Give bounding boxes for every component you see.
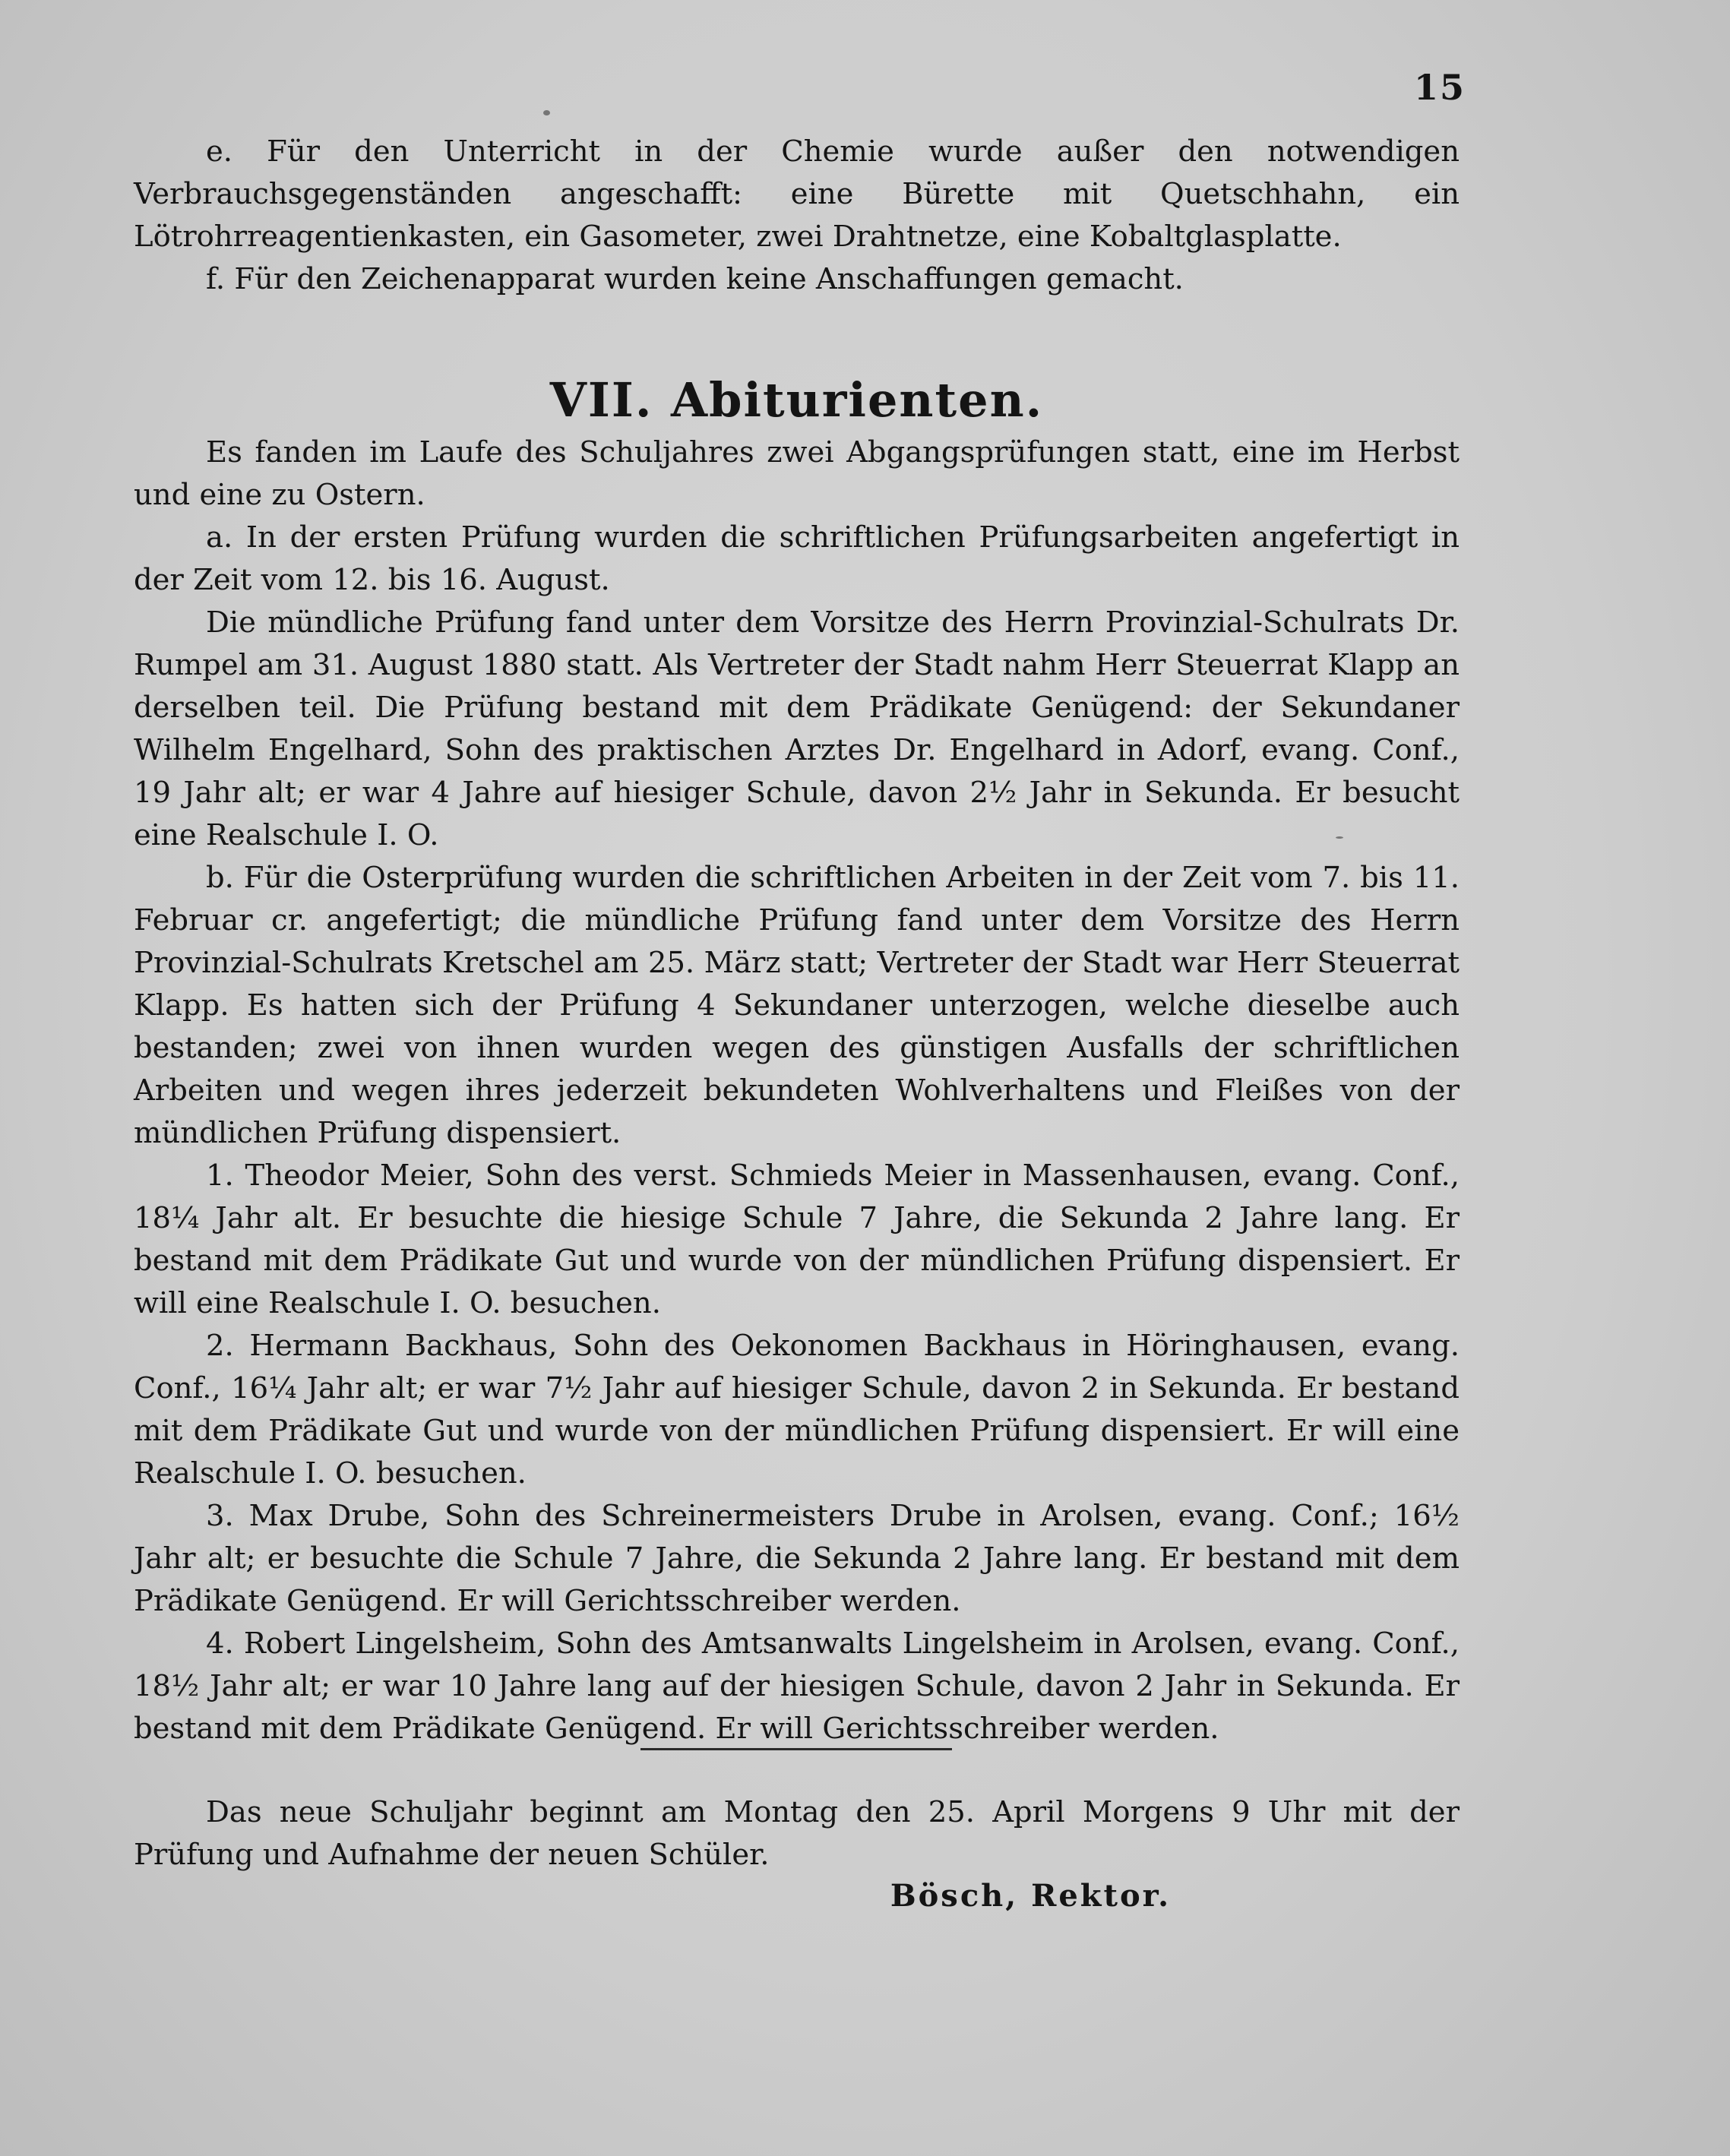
candidate-3-paragraph: 3. Max Drube, Sohn des Schreinermeisters Drube in Arolsen, evang. Conf.; 16½ Jahr alt; er besuchte die Schule 7 Jahre, die Sekunda 2 Jahre lang. Er bestand mit dem Prädikate Genügend. Er will Gerichtsschreiber werden. xyxy=(134,1499,1460,1618)
print-speck xyxy=(543,110,550,115)
closing-section xyxy=(134,1791,1460,1876)
item-f-paragraph: f. Für den Zeichenapparat wurden keine Anschaffungen gemacht. xyxy=(206,262,1184,296)
exam-a-paragraph: a. In der ersten Prüfung wurden die schriftlichen Prüfungsarbeiten angefertigt in der Zeit vom 12. bis 16. August. xyxy=(134,520,1460,597)
intro-paragraph: Es fanden im Laufe des Schuljahres zwei Abgangsprüfungen statt, eine im Herbst und eine zu Ostern. xyxy=(134,435,1460,512)
candidate-1-paragraph: 1. Theodor Meier, Sohn des verst. Schmieds Meier in Massenhausen, evang. Conf., 18¼ Jahr alt. Er besuchte die hiesige Schule 7 Jahre, die Sekunda 2 Jahre lang. Er bestand mit dem Prädikate Gut und wurde von der mündlichen Prüfung dispensiert. Er will eine Realschule I. O. besuchen. xyxy=(134,1159,1460,1320)
item-e-paragraph: e. Für den Unterricht in der Chemie wurde außer den notwendigen Verbrauchsgegenständen angeschafft: eine Bürette mit Quetschhahn, ein Lötrohrreagentienkasten, ein Gasometer, zwei Drahtnetze, eine Kobaltglasplatte. xyxy=(134,134,1460,254)
candidate-4-paragraph: 4. Robert Lingelsheim, Sohn des Amtsanwalts Lingelsheim in Arolsen, evang. Conf., 18½ Jahr alt; er war 10 Jahre lang auf der hiesigen Schule, davon 2 Jahr in Sekunda. Er bestand mit dem Prädikate Genügend. Er will Gerichtsschreiber werden. xyxy=(134,1626,1460,1746)
candidate-2-paragraph: 2. Hermann Backhaus, Sohn des Oekonomen Backhaus in Höringhausen, evang. Conf., 16¼ Jahr alt; er war 7½ Jahr auf hiesiger Schule, davon 2 in Sekunda. Er bestand mit dem Prädikate Gut und wurde von der mündlichen Prüfung dispensiert. Er will eine Realschule I. O. besuchen. xyxy=(134,1329,1460,1491)
page-number: 15 xyxy=(1413,67,1466,108)
abiturienten-section xyxy=(134,432,1460,1750)
rector-signature: Bösch, Rektor. xyxy=(890,1878,1171,1914)
separator-rule xyxy=(640,1748,952,1750)
section-heading: VII. Abiturienten. xyxy=(549,372,1044,428)
equipment-section xyxy=(134,131,1460,301)
exam-b-paragraph: b. Für die Osterprüfung wurden die schriftlichen Arbeiten in der Zeit vom 7. bis 11. Februar cr. angefertigt; die mündliche Prüfung fand unter dem Vorsitze des Herrn Provinzial-Schulrats Kretschel am 25. März statt; Vertreter der Stadt war Herr Steuerrat Klapp. Es hatten sich der Prüfung 4 Sekundaner unterzogen, welche dieselbe auch bestanden; zwei von ihnen wurden wegen des günstigen Ausfalls der schriftlichen Arbeiten und wegen ihres jederzeit bekundeten Wohlverhaltens und Fleißes von der mündlichen Prüfung dispensiert. xyxy=(134,861,1460,1150)
exam-a-oral-paragraph: Die mündliche Prüfung fand unter dem Vorsitze des Herrn Provinzial-Schulrats Dr. Rumpel am 31. August 1880 statt. Als Vertreter der Stadt nahm Herr Steuerrat Klapp an derselben teil. Die Prüfung bestand mit dem Prädikate Genügend: der Sekundaner Wilhelm Engelhard, Sohn des praktischen Arztes Dr. Engelhard in Adorf, evang. Conf., 19 Jahr alt; er war 4 Jahre auf hiesiger Schule, davon 2½ Jahr in Sekunda. Er besucht eine Realschule I. O. xyxy=(134,605,1460,852)
closing-paragraph: Das neue Schuljahr beginnt am Montag den 25. April Morgens 9 Uhr mit der Prüfung und Aufnahme der neuen Schüler. xyxy=(134,1795,1460,1872)
